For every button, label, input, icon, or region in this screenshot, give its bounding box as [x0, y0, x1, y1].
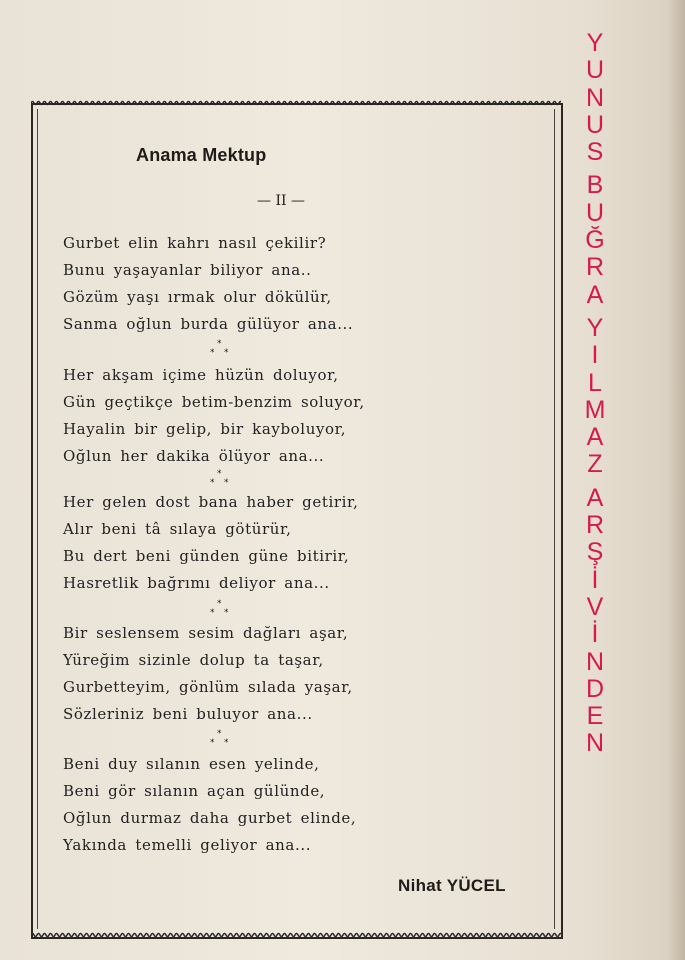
- watermark-letter: Y: [586, 29, 604, 57]
- watermark-letter: U: [585, 56, 605, 85]
- watermark-letter: S: [586, 138, 604, 167]
- watermark-letter: D: [585, 674, 605, 703]
- poem-line: Gurbet elin kahrı nasıl çekilir?: [63, 234, 327, 252]
- poem-part-number: — II —: [257, 193, 305, 209]
- poem-line: Oğlun her dakika ölüyor ana...: [63, 447, 325, 465]
- watermark-letter: A: [586, 483, 604, 512]
- watermark-letter: A: [586, 280, 604, 309]
- stanza-separator-asterism: * * *: [210, 599, 229, 618]
- watermark-letter: V: [586, 592, 604, 621]
- watermark-letter: İ: [591, 620, 599, 649]
- watermark-letter: U: [585, 110, 605, 139]
- poem-line: Gün geçtikçe betim-benzim soluyor,: [63, 393, 365, 411]
- watermark-letter: M: [584, 395, 606, 424]
- watermark-letter: Ğ: [585, 226, 605, 255]
- stanza-5: [63, 751, 356, 859]
- stanza-4: [63, 620, 353, 728]
- poem-line: Sanma oğlun burda gülüyor ana...: [63, 315, 354, 333]
- watermark-letter: İ: [591, 565, 599, 594]
- poem-line: Beni gör sılanın açan gülünde,: [63, 782, 326, 800]
- watermark-letter: R: [585, 253, 605, 282]
- poem-line: Bir seslensem sesim dağları aşar,: [63, 624, 349, 642]
- poem-line: Her gelen dost bana haber getirir,: [63, 493, 359, 511]
- stanza-separator-asterism: * * *: [210, 339, 229, 358]
- stanza-3: [63, 489, 359, 597]
- watermark-letter: N: [585, 729, 605, 758]
- stanza-2: [63, 362, 365, 470]
- stanza-separator-asterism: * * *: [210, 729, 229, 748]
- watermark-letter: Ş: [586, 538, 604, 567]
- poem-line: Sözleriniz beni buluyor ana...: [63, 705, 313, 723]
- poem-author: Nihat YÜCEL: [398, 876, 506, 895]
- archive-watermark: [580, 30, 610, 758]
- watermark-letter: A: [586, 423, 604, 452]
- poem-line: Bunu yaşayanlar biliyor ana..: [63, 261, 312, 279]
- poem-title: Anama Mektup: [136, 145, 267, 165]
- poem-line: Gözüm yaşı ırmak olur dökülür,: [63, 288, 332, 306]
- watermark-letter: E: [586, 702, 604, 731]
- watermark-letter: L: [588, 368, 602, 397]
- watermark-letter: B: [586, 171, 604, 200]
- watermark-letter: U: [585, 198, 605, 227]
- poem-line: Bu dert beni günden güne bitirir,: [63, 547, 350, 565]
- poem-line: Beni duy sılanın esen yelinde,: [63, 755, 320, 773]
- poem-line: Yakında temelli geliyor ana...: [63, 836, 312, 854]
- watermark-letter: Z: [587, 450, 603, 479]
- page-edge-shadow: [667, 0, 685, 960]
- watermark-letter: R: [585, 511, 605, 540]
- poem-line: Gurbetteyim, gönlüm sılada yaşar,: [63, 678, 353, 696]
- poem-line: Alır beni tâ sılaya götürür,: [63, 520, 292, 538]
- stanza-1: [63, 230, 353, 338]
- poem-line: Yüreğim sizinle dolup ta taşar,: [63, 651, 324, 669]
- stanza-separator-asterism: * * *: [210, 469, 229, 488]
- poem-line: Oğlun durmaz daha gurbet elinde,: [63, 809, 357, 827]
- watermark-letter: Y: [586, 313, 604, 342]
- poem-line: Hasretlik bağrımı deliyor ana...: [63, 574, 330, 592]
- poem-line: Hayalin bir gelip, bir kayboluyor,: [63, 420, 347, 438]
- watermark-letter: I: [591, 341, 599, 370]
- watermark-letter: N: [585, 83, 605, 112]
- poem-line: Her akşam içime hüzün doluyor,: [63, 366, 339, 384]
- watermark-letter: N: [585, 647, 605, 676]
